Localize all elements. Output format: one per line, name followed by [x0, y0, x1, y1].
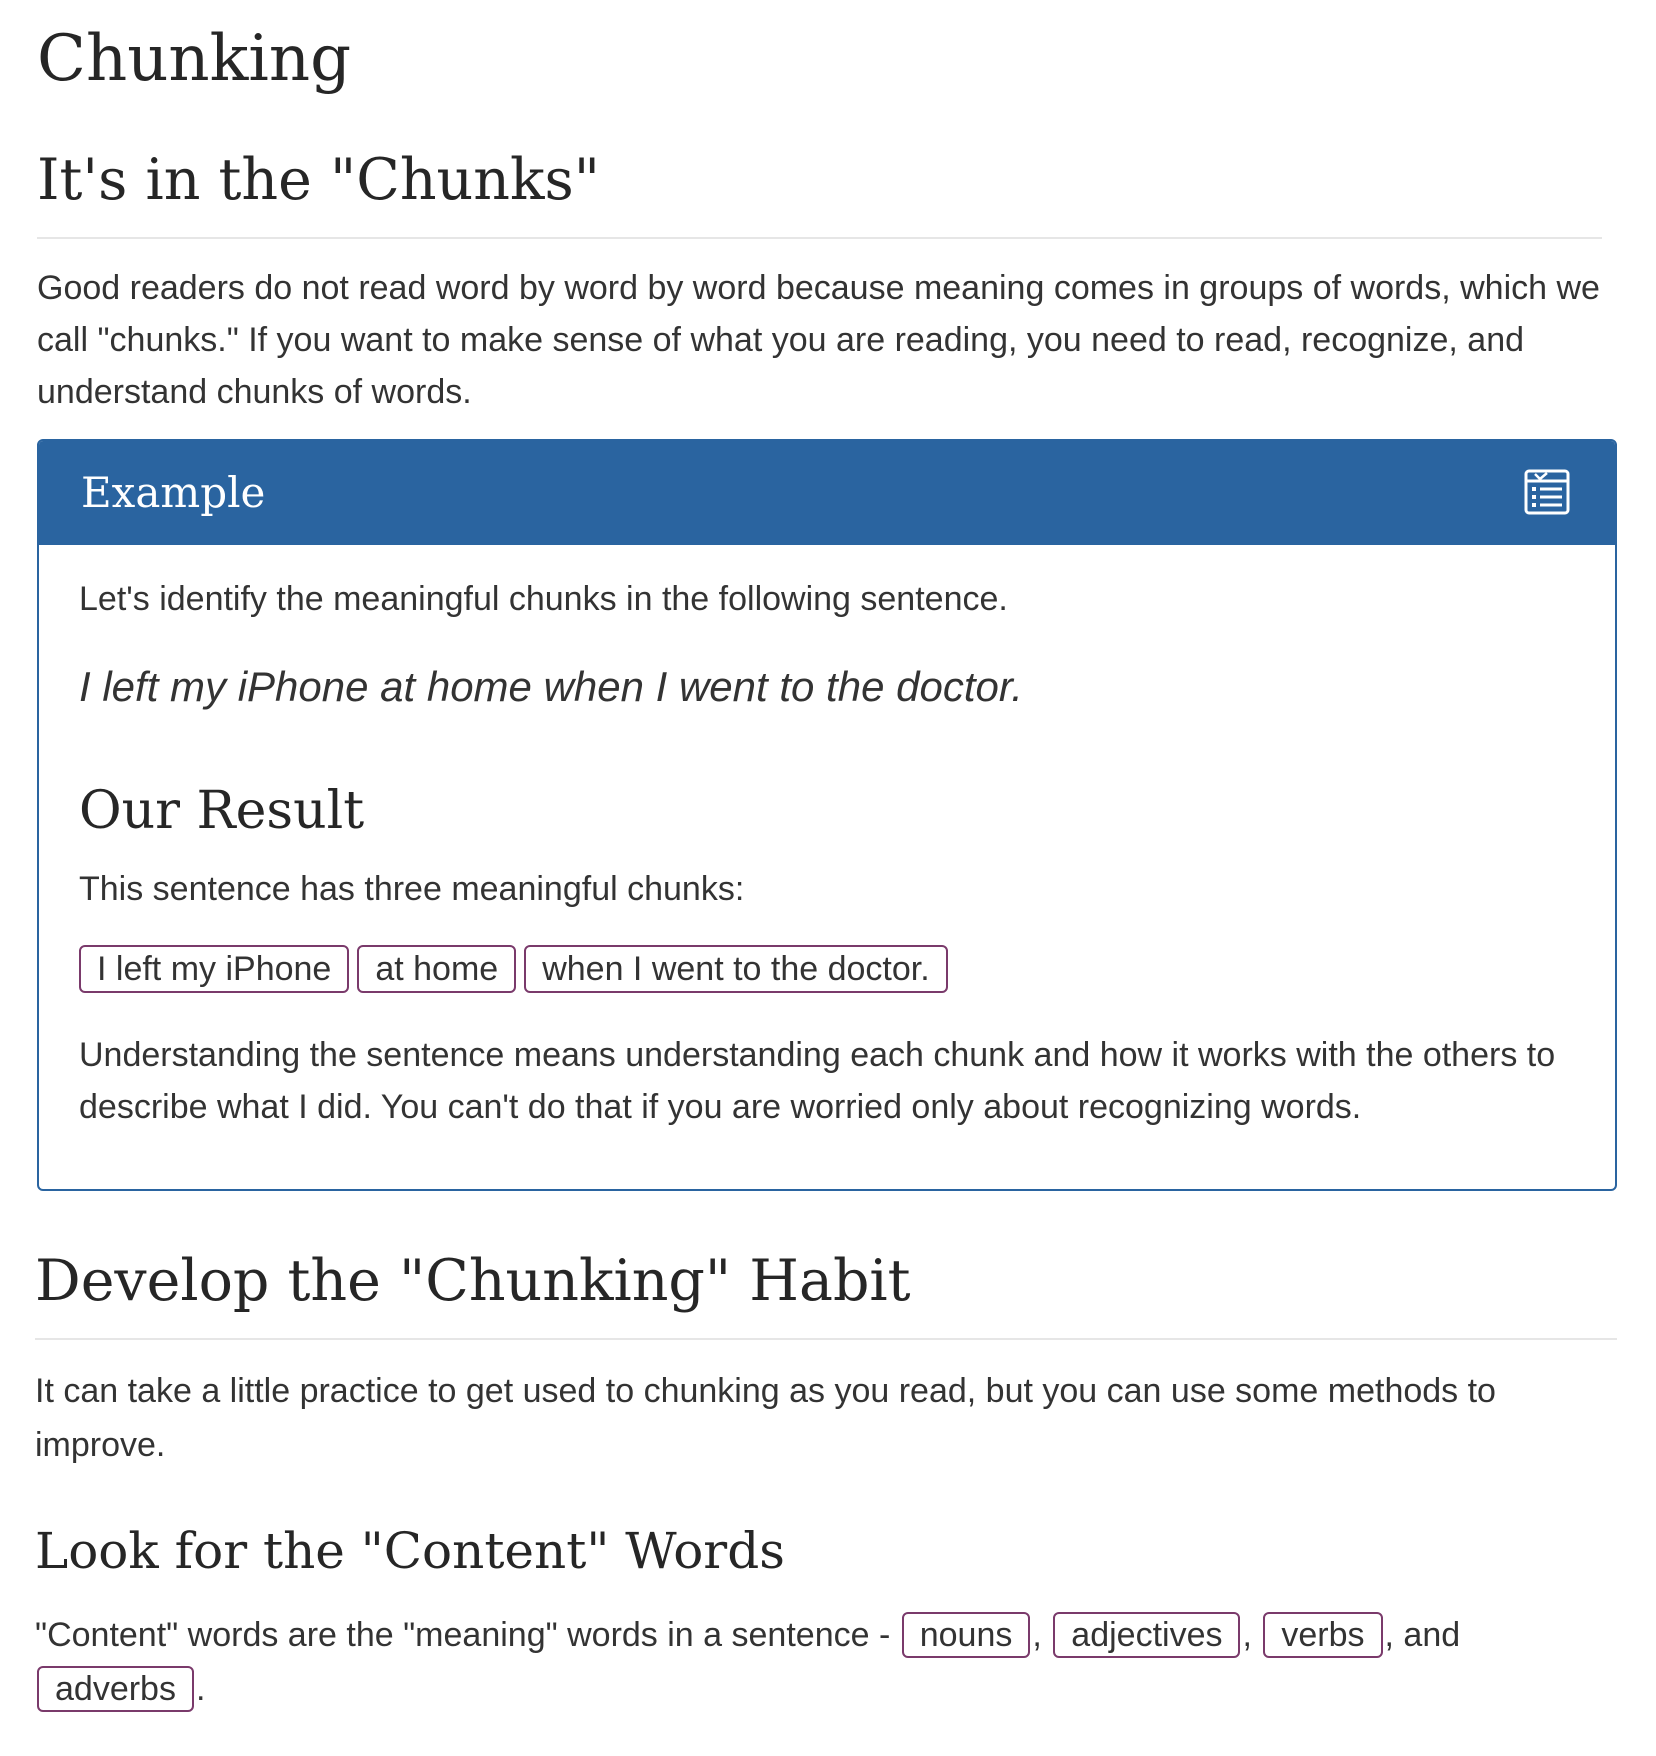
content-words-lead: "Content" words are the "meaning" words in a sentence - [35, 1616, 900, 1654]
example-header [39, 441, 1615, 545]
example-intro: Let's identify the meaningful chunks in the following sentence. [79, 580, 1008, 618]
example-box [37, 439, 1617, 1191]
example-sentence: I left my iPhone at home when I went to the doctor. [79, 663, 1023, 710]
chunk-item: at home [357, 945, 516, 993]
habit-paragraph: It can take a little practice to get used to chunking as you read, but you can use some methods to improve. [35, 1372, 1496, 1464]
sentence-end: . [195, 1670, 206, 1708]
term-verbs: verbs [1263, 1612, 1382, 1658]
example-conclusion: Understanding the sentence means understanding each chunk and how it works with the others to describe what I did. You can't do that if you are worried only about recognizing words. [79, 1036, 1556, 1126]
term-nouns: nouns [902, 1612, 1031, 1658]
separator: , and [1384, 1616, 1461, 1654]
section-heading-habit: Develop the "Chunking" Habit [35, 1248, 911, 1314]
chunk-item: I left my iPhone [79, 945, 349, 993]
section-heading-content-words: Look for the "Content" Words [35, 1522, 785, 1580]
chunk-item: when I went to the doctor. [524, 945, 947, 993]
separator: , [1242, 1616, 1252, 1654]
term-adverbs: adverbs [37, 1666, 194, 1712]
section-divider [35, 1338, 1617, 1340]
term-adjectives: adjectives [1053, 1612, 1240, 1658]
separator: , [1032, 1616, 1042, 1654]
intro-paragraph: Good readers do not read word by word by word because meaning comes in groups of words, which we call "chunks." If you want to make sense of what you are reading, you need to read, recognize, and understand chunks of words. [37, 269, 1600, 411]
section-divider [37, 237, 1602, 239]
result-heading: Our Result [79, 781, 365, 841]
checklist-icon [1523, 468, 1571, 516]
section-heading-chunks: It's in the "Chunks" [37, 147, 600, 213]
chunks-row [79, 945, 948, 993]
page-title: Chunking [37, 22, 352, 96]
content-words-paragraph [35, 1608, 1615, 1716]
example-title: Example [81, 468, 266, 517]
result-intro: This sentence has three meaningful chunks: [79, 870, 745, 908]
